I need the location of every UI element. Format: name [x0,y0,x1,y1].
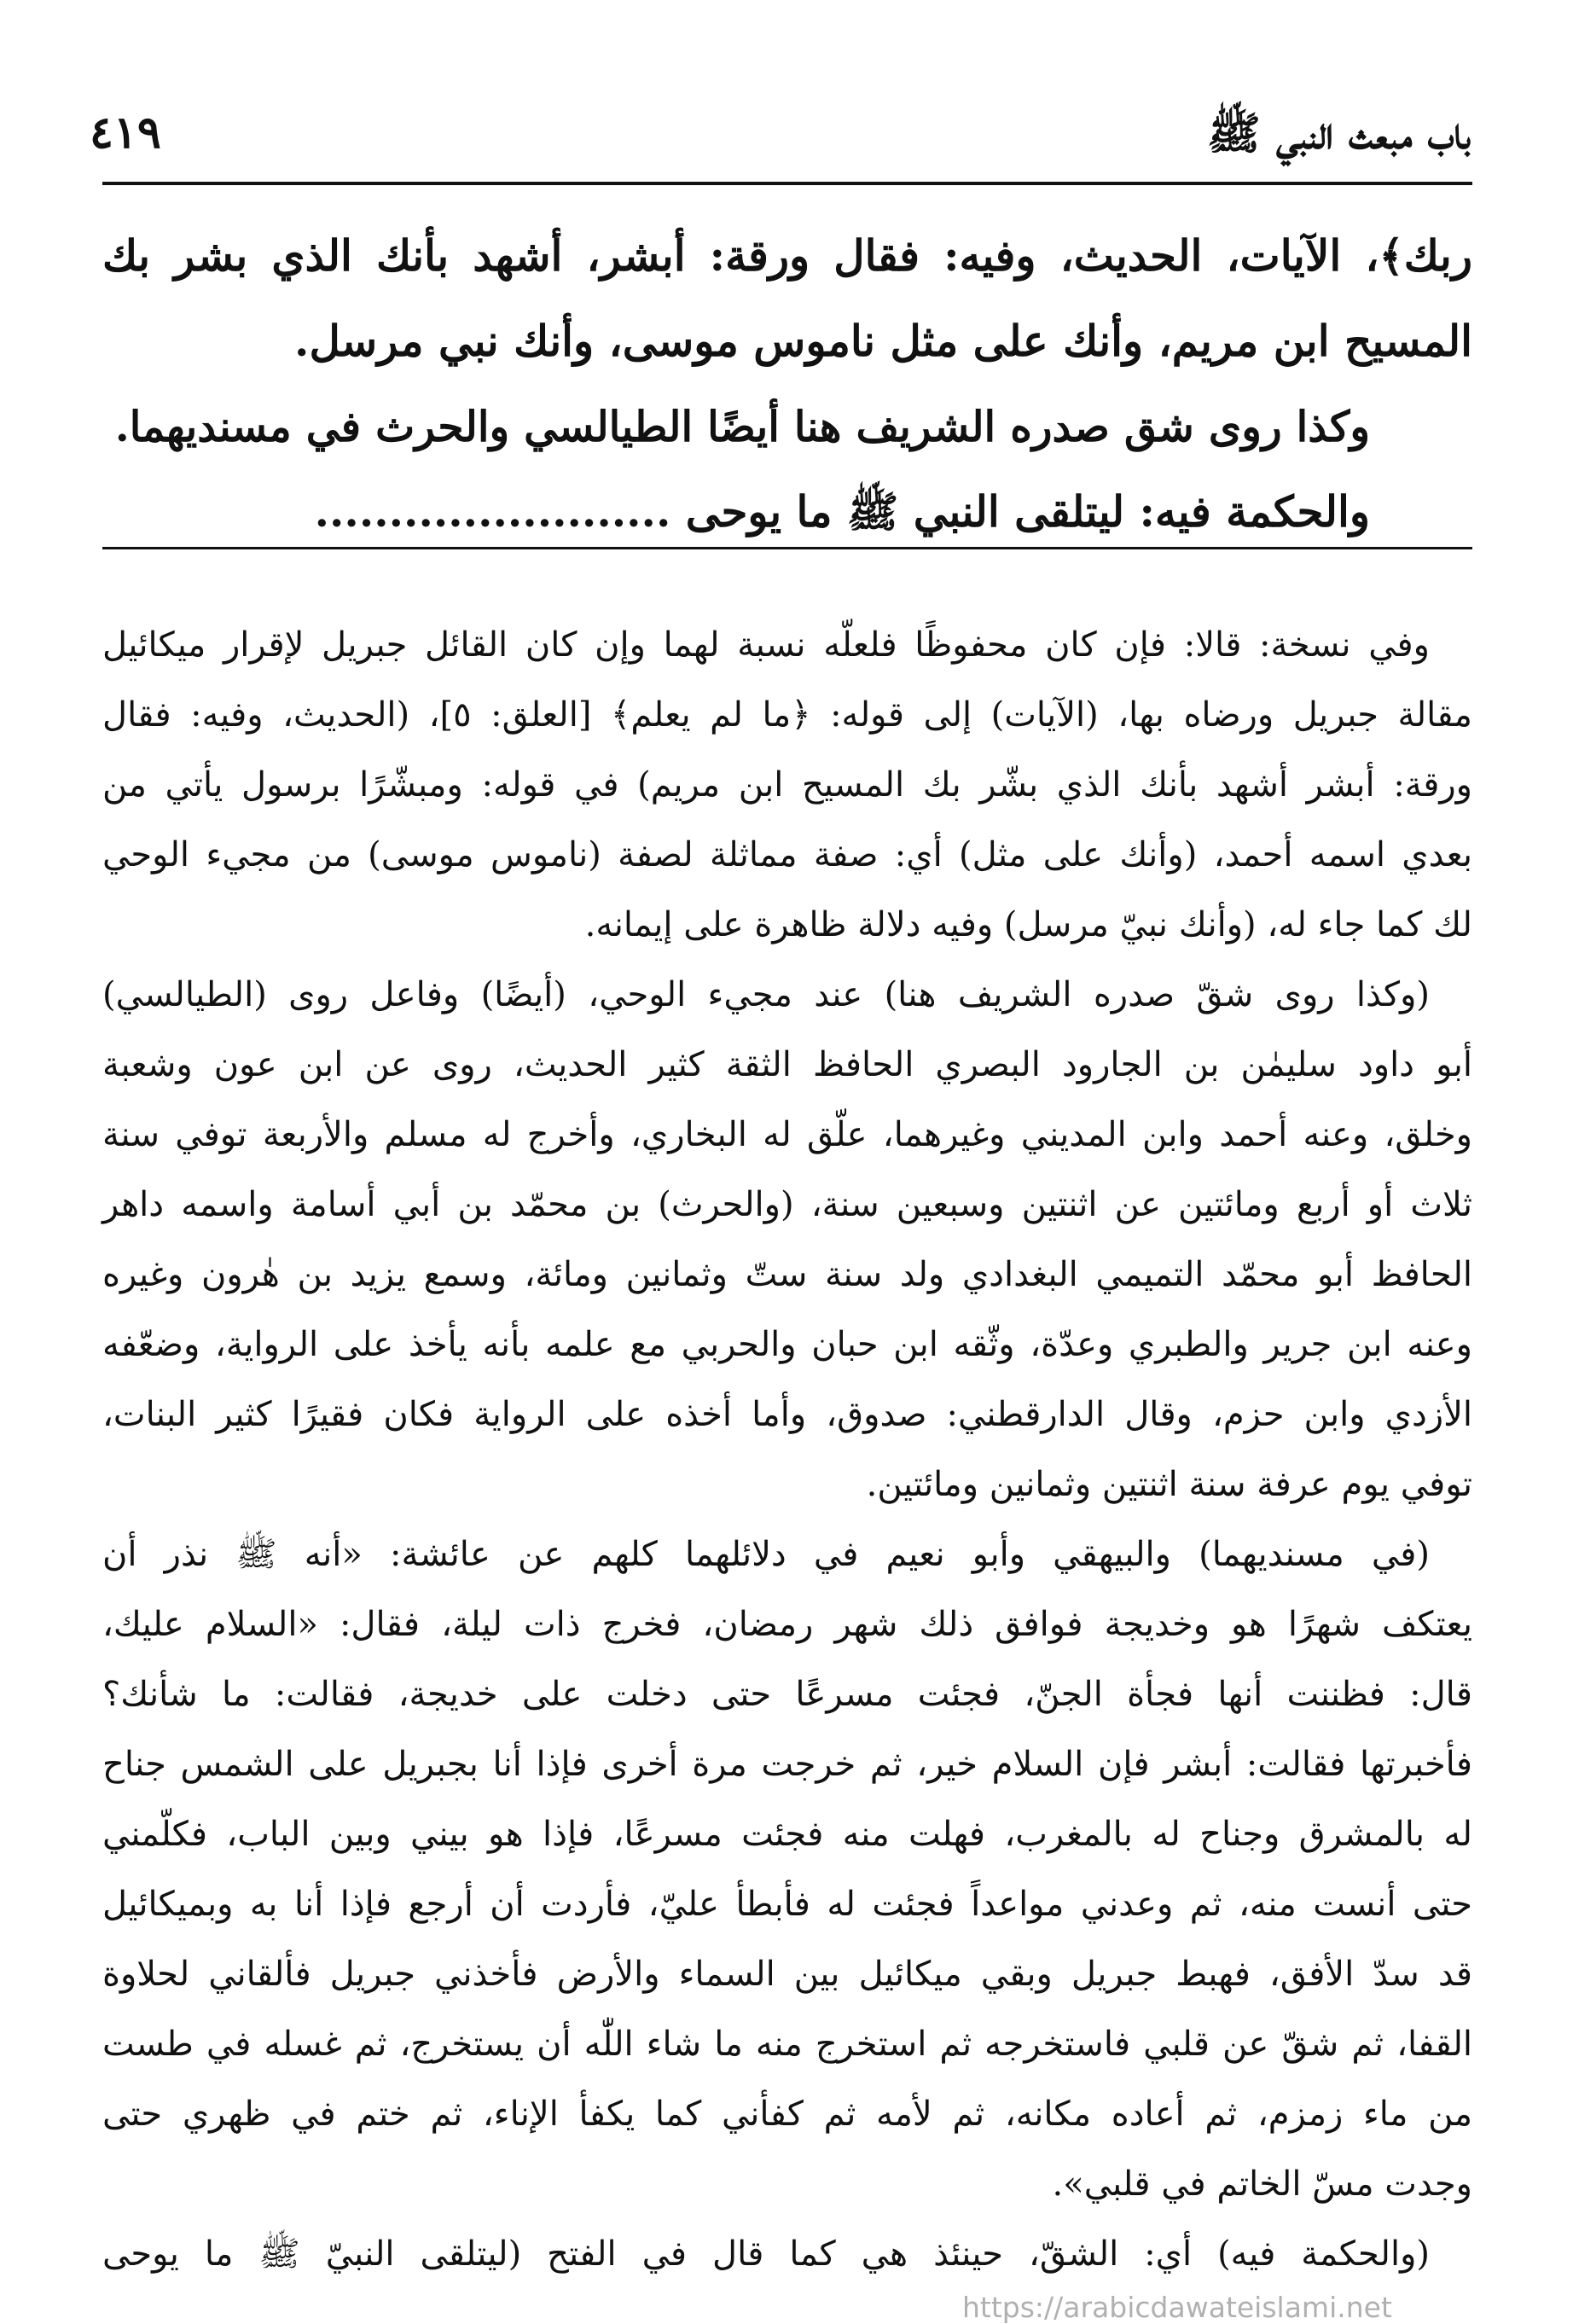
sharh-line: أبو داود سليمٰن بن الجارود البصري الحافظ الثقة كثير الحديث، روى عن ابن عون وشعبة [102,1045,1472,1084]
sharh-line: الحافظ أبو محمّد التميمي البغدادي ولد سنة ستّ وثمانين ومائة، وسمع يزيد بن هٰرون وغيره [102,1255,1472,1294]
matn-line: والحكمة فيه: ليتلقى النبي ﷺ ما يوحى ........................ [314,486,1370,537]
sharh-line: مقالة جبريل ورضاه بها، (الآيات) إلى قوله: ﴿ما لم يعلم﴾ [العلق: ٥]، (الحديث، وفيه: فقال [102,695,1472,735]
sharh-line: لك كما جاء له، (وأنك نبيّ مرسل) وفيه دلالة ظاهرة على إيمانه. [584,905,1472,944]
sharh-line: القفا، ثم شقّ عن قلبي فاستخرجه ثم استخرج منه ما شاء اللّٰه أن يستخرج، ثم غسله في طست [102,2025,1472,2064]
sharh-line: ورقة: أبشر أشهد بأنك الذي بشّر بك المسيح ابن مريم) في قوله: ومبشّرًا برسول يأتي من [102,765,1472,805]
sharh-line: (في مسنديهما) والبيهقي وأبو نعيم في دلائلهما كلهم عن عائشة: «أنه ﷺ نذر أن [102,1535,1430,1574]
sharh-line: الأزدي وابن حزم، وقال الدارقطني: صدوق، وأما أخذه على الرواية فكان فقيرًا كثير البنات، [102,1395,1472,1434]
sharh-line: حتى أنست منه، ثم وعدني مواعداً فجئت له فأبطأ عليّ، فأردت أن أرجع فإذا أنا به وبميكائيل [102,1885,1472,1924]
header-rule [102,182,1472,185]
matn-section [102,213,1472,555]
page-number: ٤١٩ [90,107,161,159]
sharh-line: يعتكف شهرًا هو وخديجة فوافق ذلك شهر رمضان، فخرج ذات ليلة، فقال: «السلام عليك، [102,1605,1472,1644]
sharh-line: توفي يوم عرفة سنة اثنتين وثمانين ومائتين. [866,1465,1472,1504]
sharh-line: قال: فظننت أنها فجأة الجنّ، فجئت مسرعًا حتى دخلت على خديجة، فقالت: ما شأنك؟ [102,1675,1472,1714]
matn-line: وكذا روى شق صدره الشريف هنا أيضًا الطيالسي والحرث في مسنديهما. [114,402,1370,451]
sharh-line: وفي نسخة: قالا: فإن كان محفوظًا فلعلّه نسبة لهما وإن كان القائل جبريل لإقرار ميكائيل [102,625,1430,665]
chapter-title: باب مبعث النبي ﷺ [1206,107,1471,160]
matn-line: المسيح ابن مريم، وأنك على مثل ناموس موسى، وأنك نبي مرسل. [294,316,1472,366]
sharh-line: له بالمشرق وجناح له بالمغرب، فهلت منه فجئت مسرعًا، فإذا هو بيني وبين الباب، فكلّمني [102,1815,1472,1854]
sharh-line: (والحكمة فيه) أي: الشقّ، حينئذ هي كما قال في الفتح (ليتلقى النبيّ ﷺ ما يوحى [102,2234,1430,2274]
sharh-line: وجدت مسّ الخاتم في قلبي». [1052,2164,1472,2204]
page-header [90,107,1471,175]
sharh-line: (وكذا روى شقّ صدره الشريف هنا) عند مجيء الوحي، (أيضًا) وفاعل روى (الطيالسي) [102,975,1430,1014]
sharh-line: بعدي اسمه أحمد، (وأنك على مثل) أي: صفة مماثلة لصفة (ناموس موسى) من مجيء الوحي [102,835,1472,874]
sharh-line: من ماء زمزم، ثم أعاده مكانه، ثم لأمه ثم كفأني كما يكفأ الإناء، ثم ختم في ظهري حتى [102,2095,1472,2134]
section-divider [102,547,1472,549]
sharh-line: وعنه ابن جرير والطبري وعدّة، وثّقه ابن حبان والحربي مع علمه بأنه يأخذ على الرواية، وضعّفه [102,1325,1472,1364]
sharh-line: قد سدّ الأفق، فهبط جبريل وبقي ميكائيل بين السماء والأرض فأخذني جبريل فألقاني لحلاوة [102,1955,1472,1994]
matn-line: ربك﴾، الآيات، الحديث، وفيه: فقال ورقة: أبشر، أشهد بأنك الذي بشر بك [102,230,1472,281]
sharh-section [102,610,1472,2289]
sharh-line: ثلاث أو أربع ومائتين عن اثنتين وسبعين سنة، (والحرث) بن محمّد بن أبي أسامة واسمه داهر [102,1185,1472,1224]
watermark-url: https://arabicdawateislami.net [962,2291,1392,2324]
sharh-line: وخلق، وعنه أحمد وابن المديني وغيرهما، علّق له البخاري، وأخرج له مسلم والأربعة توفي سنة [102,1115,1472,1154]
sharh-line: فأخبرتها فقالت: أبشر فإن السلام خير، ثم خرجت مرة أخرى فإذا أنا بجبريل على الشمس جناح [102,1745,1472,1784]
